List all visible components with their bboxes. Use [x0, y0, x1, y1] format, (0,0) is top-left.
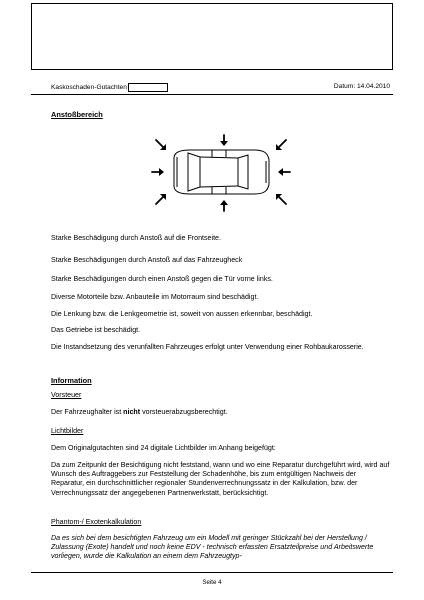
- document-number-box: [128, 83, 168, 92]
- impact-paragraph: Die Instandsetzung des verunfallten Fahrzeuges erfolgt unter Verwendung einer Rohbaukarosserie.: [51, 343, 364, 351]
- vorsteuer-emphasis: nicht: [123, 408, 141, 416]
- document-date: Datum: 14.04.2010: [333, 83, 390, 90]
- arrow-top-right-icon: [276, 140, 286, 150]
- arrow-top-center-icon: [220, 135, 228, 146]
- lichtbilder-text: Dem Originalgutachten sind 24 digitale Lichtbilder im Anhang beigefügt:: [51, 444, 276, 452]
- impact-paragraph: Das Getriebe ist beschädigt.: [51, 326, 141, 334]
- arrow-right-icon: [278, 168, 290, 176]
- impact-diagram: [150, 134, 292, 212]
- vorsteuer-text-part: Der Fahrzeughalter ist: [51, 408, 124, 416]
- vorsteuer-text: [51, 408, 391, 417]
- page-number: Seite 4: [202, 579, 222, 586]
- arrow-bottom-left-icon: [156, 194, 166, 204]
- document-label-text: Kaskoschaden-Gutachten: [51, 84, 127, 91]
- section-title-impact: Anstoßbereich: [51, 110, 103, 119]
- header-divider: [31, 94, 393, 95]
- vorsteuer-text-part: vorsteuerabzugsberechtigt.: [140, 408, 228, 416]
- arrow-left-icon: [152, 168, 164, 176]
- car-topview-icon: [174, 150, 269, 194]
- impact-paragraph: Diverse Motorteile bzw. Anbauteile im Motorraum sind beschädigt.: [51, 293, 259, 301]
- phantom-text: Da es sich bei dem besichtigten Fahrzeug um ein Modell mit geringer Stückzahl bei der Herstellung / Zulassung (Exote) handelt und noch keine EDV - technisch erfassten Ersatzteilpreise und Arbeitswerte vorliegen, wurde die Kalkulation an einem dem Fahrzeugtyp-: [51, 534, 374, 561]
- arrow-top-left-icon: [156, 140, 166, 150]
- subheading-phantom: Phantom-/ Exotenkalkulation: [51, 518, 142, 526]
- subheading-lichtbilder: Lichtbilder: [51, 427, 84, 435]
- impact-paragraph: Die Lenkung bzw. die Lenkgeometrie ist, soweit von aussen erkennbar, beschädigt.: [51, 310, 313, 318]
- subheading-vorsteuer: Vorsteuer: [51, 391, 82, 399]
- impact-paragraph: Starke Beschädigungen durch Anstoß auf das Fahrzeugheck: [51, 256, 243, 264]
- arrow-bottom-center-icon: [220, 200, 228, 211]
- document-label: [51, 83, 168, 92]
- section-title-information: Information: [51, 376, 92, 385]
- arrow-bottom-right-icon: [276, 194, 286, 204]
- impact-paragraph: Starke Beschädigungen durch einen Anstoß gegen die Tür vorne links.: [51, 275, 273, 283]
- impact-paragraph: Starke Beschädigung durch Anstoß auf die Frontseite.: [51, 234, 221, 242]
- lichtbilder-text-2: Da zum Zeitpunkt der Besichtigung nicht feststand, wann und wo eine Reparatur durchgeführt wird, wird auf Wunsch des Auftraggebers zur Feststellung der Schadenhöhe, bis zum entgültigen Nachweis der Reparatur, ein durchschnittlicher regionaler Stundenverrechnungssatz in der Kalkulation, bzw. der Verrechnungssatz der angegebenen Partnerwerkstatt, berücksichtigt.: [51, 461, 390, 497]
- header-blank-box: [31, 3, 393, 70]
- footer-divider: [31, 572, 393, 573]
